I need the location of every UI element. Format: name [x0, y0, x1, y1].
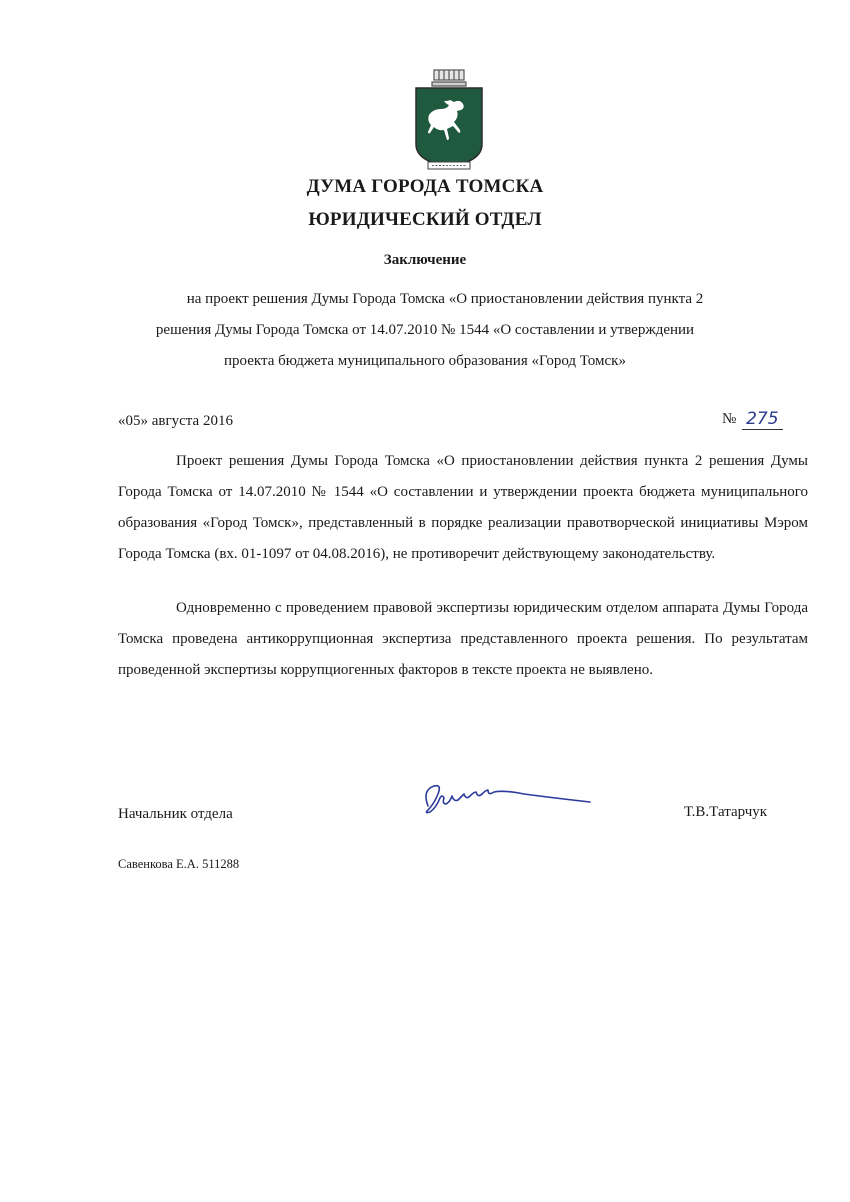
- number-label: №: [722, 411, 737, 427]
- body-paragraph: [118, 593, 808, 686]
- handwritten-signature: [410, 776, 600, 826]
- crown-icon: [432, 70, 466, 86]
- body-paragraph: [118, 446, 808, 570]
- signer-title: Начальник отдела: [118, 806, 233, 822]
- tomsk-coat-of-arms-icon: [410, 66, 488, 174]
- document-subject: [0, 284, 850, 377]
- subject-line: на проект решения Думы Города Томска «О приостановлении действия пункта 2: [186, 291, 704, 307]
- department-title: ЮРИДИЧЕСКИЙ ОТДЕЛ: [308, 209, 542, 230]
- signer-name: Т.В.Татарчук: [684, 804, 768, 820]
- executor-contact: Савенкова Е.А. 511288: [118, 857, 240, 871]
- document-type: Заключение: [383, 252, 467, 268]
- number-value: 275: [742, 409, 782, 430]
- paragraph-text: Одновременно с проведением правовой экспертизы юридическим отделом аппарата Думы Города Томска проведена антикоррупционная экспертиза представленного проекта решения. По результатам проведенной экспертизы коррупциогенных факторов в тексте проекта не выявлено.: [118, 600, 808, 678]
- organization-title: ДУМА ГОРОДА ТОМСКА: [306, 176, 544, 197]
- document-date: «05» августа 2016: [118, 413, 233, 429]
- subject-line: решения Думы Города Томска от 14.07.2010 № 1544 «О составлении и утверждении: [155, 322, 695, 338]
- subject-line: проекта бюджета муниципального образования «Город Томск»: [224, 353, 626, 369]
- paragraph-text: Проект решения Думы Города Томска «О приостановлении действия пункта 2 решения Думы Города Томска от 14.07.2010 № 1544 «О составлении и утверждении проекта бюджета муниципального образования «Город Томск», представленный в порядке реализации правотворческой инициативы Мэром Города Томска (вх. 01-1097 от 04.08.2016), не противоречит действующему законодательству.: [118, 453, 808, 562]
- document-number: [722, 409, 783, 430]
